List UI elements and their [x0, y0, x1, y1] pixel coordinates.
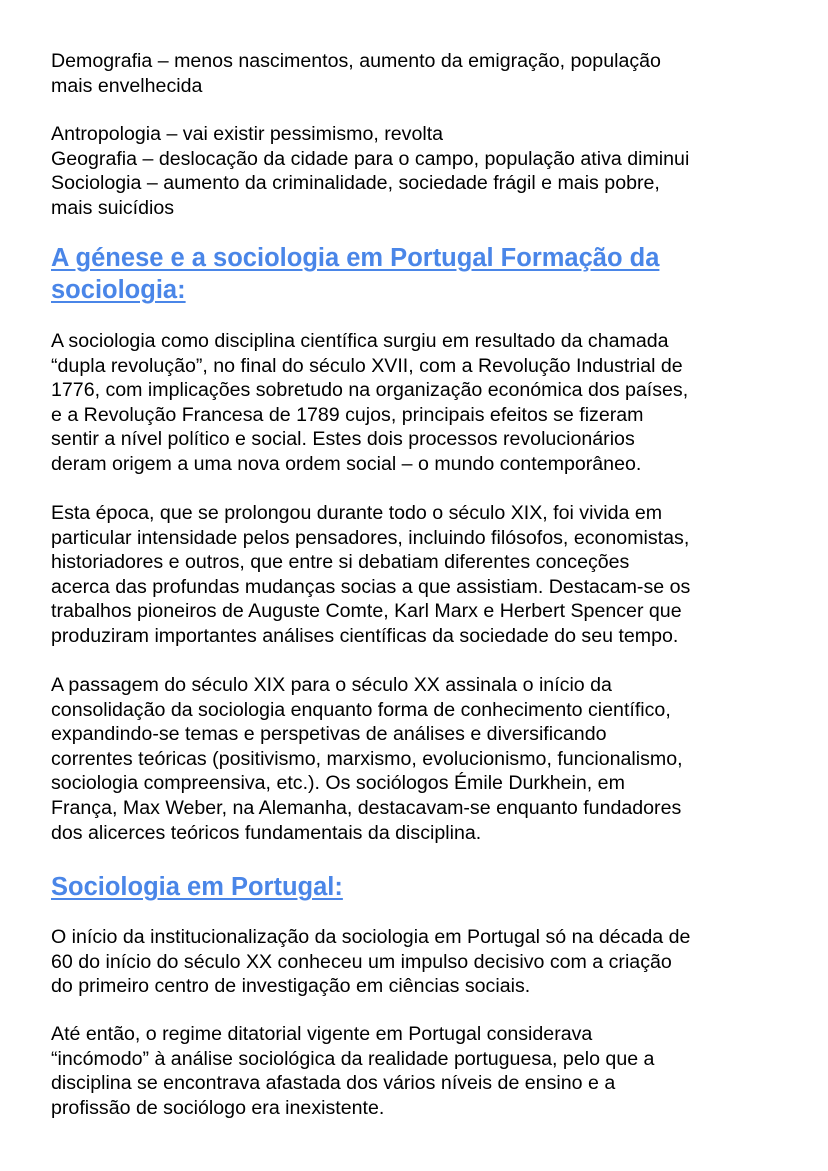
text-line: mais envelhecida	[51, 74, 203, 97]
text-line: correntes teóricas (positivismo, marxismo, evolucionismo, funcionalismo,	[51, 747, 683, 770]
text-line: 1776, com implicações sobretudo na organização económica dos países,	[51, 379, 689, 402]
text-line: Até então, o regime ditatorial vigente em Portugal considerava	[51, 1023, 593, 1045]
paragraph-demografia	[51, 49, 661, 98]
section-heading-sociologia-portugal	[51, 871, 343, 903]
text-line: Sociologia – aumento da criminalidade, sociedade frágil e mais pobre,	[51, 172, 660, 195]
text-line: sentir a nível político e social. Estes dois processos revolucionários	[51, 428, 635, 451]
text-line: e a Revolução Francesa de 1789 cujos, principais efeitos se fizeram	[51, 403, 644, 426]
text-line: consolidação da sociologia enquanto forma de conhecimento científico,	[51, 698, 671, 721]
text-line: “incómodo” à análise sociológica da realidade portuguesa, pelo que a	[51, 1047, 655, 1070]
text-line: expandindo-se temas e perspetivas de análises e diversificando	[51, 723, 607, 746]
text-line: acerca das profundas mudanças socias a que assistiam. Destacam-se os	[51, 575, 691, 598]
text-line: Antropologia – vai existir pessimismo, revolta	[51, 123, 444, 145]
text-line: A sociologia como disciplina científica surgiu em resultado da chamada	[51, 330, 669, 352]
paragraph-seculo-xix	[51, 501, 690, 649]
text-line: historiadores e outros, que entre si debatiam diferentes conceções	[51, 551, 630, 574]
text-line: mais suicídios	[51, 196, 175, 219]
text-line: trabalhos pioneiros de Auguste Comte, Karl Marx e Herbert Spencer que	[51, 600, 682, 623]
paragraph-fields	[51, 122, 689, 220]
text-line: deram origem a uma nova ordem social – o mundo contemporâneo.	[51, 452, 642, 475]
text-line: Esta época, que se prolongou durante todo o século XIX, foi vivida em	[51, 502, 663, 524]
text-line: sociologia compreensiva, etc.). Os sociólogos Émile Durkhein, em	[51, 772, 625, 795]
paragraph-institucionalizacao	[51, 925, 690, 999]
paragraph-seculo-xx	[51, 673, 683, 845]
paragraph-regime-ditatorial	[51, 1022, 654, 1120]
text-line: dos alicerces teóricos fundamentais da disciplina.	[51, 821, 482, 844]
text-line: do primeiro centro de investigação em ciências sociais.	[51, 975, 531, 998]
paragraph-dupla-revolucao	[51, 329, 688, 477]
text-line: Geografia – deslocação da cidade para o campo, população ativa diminui	[51, 147, 690, 170]
text-line: Demografia – menos nascimentos, aumento da emigração, população	[51, 50, 661, 72]
text-line: O início da institucionalização da sociologia em Portugal só na década de	[51, 926, 691, 948]
heading-line: A génese e a sociologia em Portugal Formação da	[51, 244, 660, 272]
heading-line: sociologia:	[51, 276, 186, 304]
heading-line: Sociologia em Portugal:	[51, 873, 343, 901]
text-line: disciplina se encontrava afastada dos vários níveis de ensino e a	[51, 1072, 616, 1095]
text-line: “dupla revolução”, no final do século XVII, com a Revolução Industrial de	[51, 354, 683, 377]
text-line: França, Max Weber, na Alemanha, destacavam-se enquanto fundadores	[51, 796, 682, 819]
text-line: profissão de sociólogo era inexistente.	[51, 1096, 385, 1119]
text-line: 60 do início do século XX conheceu um impulso decisivo com a criação	[51, 950, 672, 973]
text-line: particular intensidade pelos pensadores, incluindo filósofos, economistas,	[51, 526, 690, 549]
section-heading-genese	[51, 242, 659, 306]
text-line: produziram importantes análises científicas da sociedade do seu tempo.	[51, 624, 679, 647]
text-line: A passagem do século XIX para o século XX assinala o início da	[51, 674, 612, 696]
